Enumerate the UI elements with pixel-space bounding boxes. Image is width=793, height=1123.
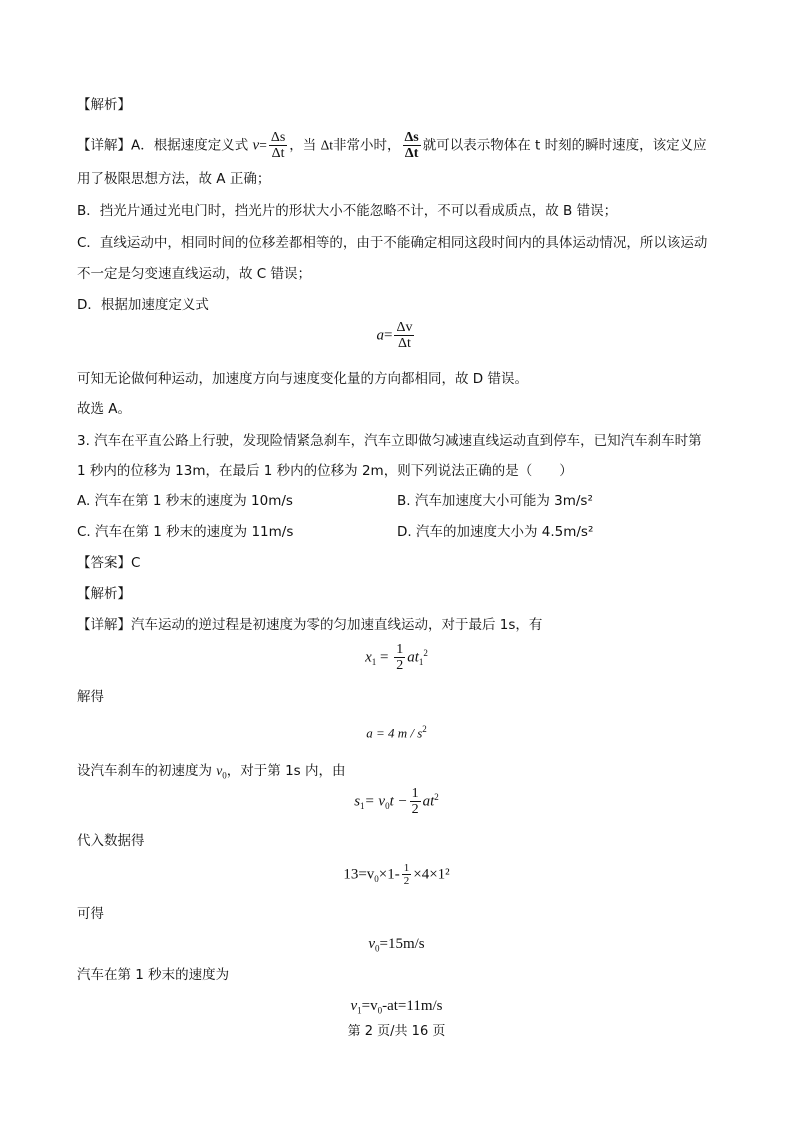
velocity-symbol: v <box>252 137 260 154</box>
acceleration-denominator: Δt <box>398 336 411 351</box>
eq1-t-sup: 2 <box>423 648 428 658</box>
eq2-sup: 2 <box>422 724 427 734</box>
eq4-mid: ×1- <box>378 866 400 883</box>
fraction-numerator-2: Δs <box>404 130 419 145</box>
eq4-den: 2 <box>403 875 410 887</box>
acceleration-numerator: Δv <box>396 320 413 335</box>
acceleration-fraction <box>394 320 414 351</box>
fraction-denominator: Δt <box>271 146 285 161</box>
equals-sign: = <box>259 137 267 153</box>
set-v0-sub: 0 <box>222 770 227 781</box>
solve-label: 解得 <box>77 689 104 705</box>
question3-stem-1: 3. 汽车在平直公路上行驶，发现险情紧急刹车，汽车立即做匀减速直线运动直到停车，已知汽车刹车时第 <box>77 433 702 449</box>
eq5-sub: 0 <box>375 943 380 954</box>
obtain-label: 可得 <box>77 906 104 922</box>
option-d-analysis: D．根据加速度定义式 <box>77 297 209 313</box>
option-c-analysis-1: C．直线运动中，相同时间的位移差都相等的，由于不能确定相同这段时间内的具体运动情况，所以该运动 <box>77 235 708 251</box>
question3-option-d: D. 汽车的加速度大小为 4.5m/s² <box>397 524 594 540</box>
eq4-num: 1 <box>403 862 410 874</box>
eq1-num: 1 <box>396 642 404 657</box>
eq2-value: a = 4 m / s <box>366 725 423 741</box>
eq1-t-sub: 1 <box>418 657 424 668</box>
eq1-at: at <box>407 649 419 666</box>
eq1-x-sub: 1 <box>371 657 377 668</box>
eq5-v: v <box>368 936 376 952</box>
delta-t-symbol: Δt <box>320 137 334 153</box>
eq3-num: 1 <box>411 786 419 801</box>
equation-substituted <box>0 862 793 887</box>
equation-v0 <box>0 936 793 954</box>
analysis-heading-1: 【解析】 <box>77 97 131 113</box>
eq1-den: 2 <box>396 658 404 673</box>
option-c-analysis-2: 不一定是匀变速直线运动，故 C 错误； <box>77 266 312 282</box>
eq3-sup: 2 <box>434 792 439 802</box>
eq3-den: 2 <box>411 802 419 817</box>
eq3-v: = v <box>364 793 386 810</box>
eq6-rhs1-sub: 0 <box>377 1005 383 1016</box>
fraction-denominator-2: Δt <box>404 146 419 161</box>
speed-end-label: 汽车在第 1 秒末的速度为 <box>77 967 230 983</box>
option-b-analysis: B．挡光片通过光电门时，挡光片的形状大小不能忽略不计，不可以看成质点，故 B 错误； <box>77 203 618 219</box>
substitute-label: 代入数据得 <box>77 833 145 849</box>
page-footer: 第 2 页/共 16 页 <box>347 1024 446 1039</box>
eq5-rhs: =15m/s <box>379 936 425 952</box>
choose-answer: 故选 A。 <box>77 401 132 417</box>
equation-x1: $x_1$ = $\frac{1}{2}$ $at_1^2$ <box>365 642 428 673</box>
set-initial-velocity <box>77 762 346 785</box>
eq4-fraction <box>402 862 412 887</box>
question3-answer: 【答案】C <box>77 555 141 571</box>
eq3-fraction <box>410 786 421 817</box>
eq3-s: s <box>354 793 361 810</box>
detail-a-mid2: 非常小时， <box>333 137 401 154</box>
set-v0-suffix: ，对于第 1s 内，由 <box>226 763 346 779</box>
detail-a-suffix: 就可以表示物体在 t 时刻的瞬时速度，该定义应 <box>422 137 707 154</box>
acceleration-formula: a= $\frac{\Delta v}{\Delta t}$ <box>376 320 413 351</box>
eq6-v: v <box>350 998 358 1014</box>
question3-stem-2: 1 秒内的位移为 13m，在最后 1 秒内的位移为 2m，则下列说法正确的是（ ） <box>77 463 573 479</box>
equation-v1 <box>0 998 793 1016</box>
eq3-s-sub: 1 <box>360 801 365 812</box>
eq4-left-sub: 0 <box>374 874 379 885</box>
eq3-at: at <box>422 793 435 810</box>
velocity-fraction <box>269 130 287 161</box>
set-v0-var: v <box>216 763 223 778</box>
question3-option-c: C. 汽车在第 1 秒末的速度为 11m/s <box>77 524 294 540</box>
question3-option-b: B. 汽车加速度大小可能为 3m/s² <box>397 493 593 509</box>
eq3-v-sub: 0 <box>385 801 390 812</box>
equation-a <box>0 724 793 742</box>
equation-s1 <box>0 786 793 817</box>
fraction-numerator: Δs <box>270 130 286 145</box>
eq4-left: 13=v <box>343 866 375 883</box>
velocity-fraction-2 <box>403 130 421 161</box>
question3-option-a: A. 汽车在第 1 秒末的速度为 10m/s <box>77 493 293 509</box>
eq4-right: ×4×1² <box>413 866 450 883</box>
acceleration-symbol: a <box>376 327 384 344</box>
conclusion-line: 可知无论做何种运动，加速度方向与速度变化量的方向都相同，故 D 错误。 <box>77 371 528 387</box>
eq1-x: x <box>365 649 372 666</box>
eq1-fraction <box>394 642 405 673</box>
detail-a-mid: ，当 <box>289 137 317 154</box>
question3-detail: 【详解】汽车运动的逆过程是初速度为零的匀加速直线运动，对于最后 1s，有 <box>77 617 543 633</box>
eq6-sub: 1 <box>357 1005 362 1016</box>
detail-a-prefix: 【详解】A．根据速度定义式 <box>77 137 249 154</box>
eq3-t: t − <box>389 793 408 810</box>
detail-a-line-2: 用了极限思想方法，故 A 正确； <box>77 171 271 187</box>
detail-a-line-1 <box>77 130 707 161</box>
set-v0-prefix: 设汽车刹车的初速度为 <box>77 763 217 779</box>
eq6-rhs1: =v <box>361 998 378 1014</box>
analysis-heading-2: 【解析】 <box>77 586 131 602</box>
eq6-rhs2: -at=11m/s <box>382 998 443 1014</box>
